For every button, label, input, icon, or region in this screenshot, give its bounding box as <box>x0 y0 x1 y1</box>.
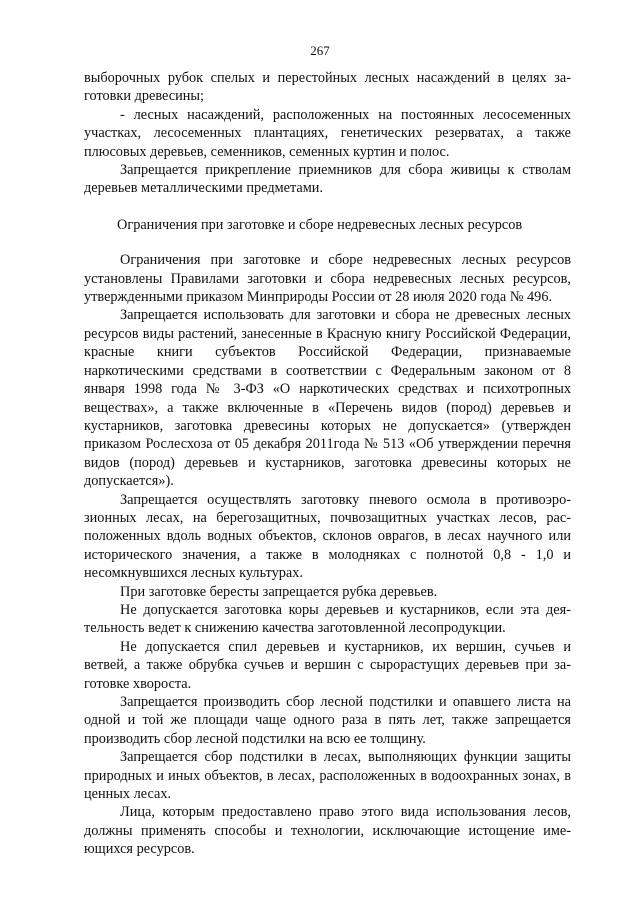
paragraph: Не допускается заготовка коры деревьев и кустарников, если эта деятельность ведет к снижению качества заготовленной лесопродукции. <box>84 601 571 637</box>
paragraph-list-item: - лесных насаждений, расположенных на постоянных лесосеменных участках, лесосеменных плантациях, генетических резерватах, а также плюсовых деревьев, семенников, семенных куртин и полос. <box>84 106 571 160</box>
paragraph: Лица, которым предоставлено право этого вида использования лесов, должны применять способы и технологии, исключающие истощение имеющихся ресурсов. <box>84 804 571 858</box>
paragraph: Запрещается прикрепление приемников для сбора живицы к стволам деревьев металлическими предметами. <box>84 162 571 197</box>
paragraph: Запрещается использовать для заготовки и сбора не древесных лесных ресурсов виды растений, занесенные в Красную книгу Российской Федерации, красные книги субъектов Российской Федерации, признаваемые наркотическими средствами в соответствии с Федеральным законом от 8 января 1998 года № 3-ФЗ «О наркотических средствах и психотропных веществах», а также включенные в «Перечень видов (пород) деревьев и кустарников, заготовка древесины которых не допускается» (утвержден приказом Рослесхоза от 05 декабря 2011года № 513 «Об утверждении перечня видов (пород) деревьев и кустарников, заготовка древесины которых не допускается»). <box>84 307 571 490</box>
page-number: 267 <box>310 43 330 58</box>
paragraph: Запрещается производить сбор лесной подстилки и опавшего листа на одной и той же площади чаще одного раза в пять лет, также запрещается производить сбор лесной подстилки на всю ее толщину. <box>84 694 571 747</box>
paragraph: Запрещается осуществлять заготовку пневого осмола в противоэрозионных лесах, на берегозащитных, почвозащитных участках лесов, расположенных вдоль водных объектов, склонов оврагов, в лесах научного или исторического значения, а также в молодняках с полнотой 0,8 - 1,0 и несомкнувшихся лесных культурах. <box>84 491 571 582</box>
paragraph: Ограничения при заготовке и сборе недревесных лесных ресурсов установлены Правилами заготовки и сбора недревесных лесных ресурсов, утвержденными приказом Минприроды России от 28 июля 2020 года № 496. <box>84 252 571 306</box>
paragraph: Не допускается спил деревьев и кустарников, их вершин, сучьев и ветвей, а также обрубка сучьев и вершин с сырорастущих деревьев при заготовке хвороста. <box>84 638 571 692</box>
paragraph: При заготовке бересты запрещается рубка деревьев. <box>120 583 438 600</box>
section-heading: Ограничения при заготовке и сборе недревесных лесных ресурсов <box>117 216 523 233</box>
paragraph: Запрещается сбор подстилки в лесах, выполняющих функции защиты природных и иных объектов, в лесах, расположенных в водоохранных зонах, в ценных лесах. <box>84 749 571 803</box>
paragraph-continuation: выборочных рубок спелых и перестойных лесных насаждений в целях заготовки древесины; <box>84 70 571 105</box>
body-text <box>84 69 571 859</box>
